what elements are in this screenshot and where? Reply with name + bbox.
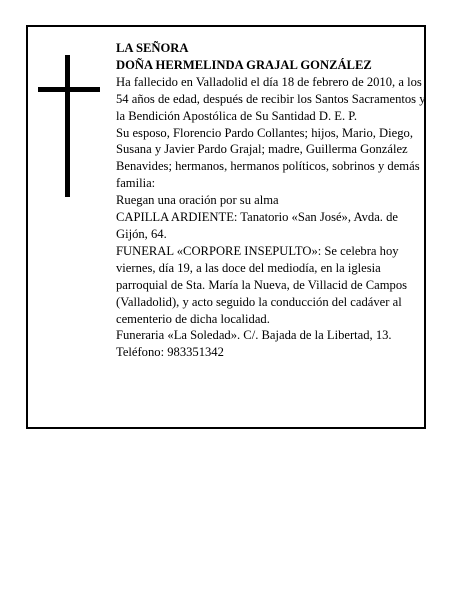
funeral-home-info: Funeraria «La Soledad». C/. Bajada de la Libertad, 13. Teléfono: 983351342 — [116, 328, 392, 360]
deceased-name: DOÑA HERMELINDA GRAJAL GONZÁLEZ — [116, 57, 372, 72]
family-list: Su esposo, Florencio Pardo Collantes; hijos, Mario, Diego, Susana y Javier Pardo Grajal; madre, Guillerma González Benavides; hermanos, hermanos políticos, sobrinos y demás familia: — [116, 125, 420, 191]
death-announcement: Ha fallecido en Valladolid el día 18 de febrero de 2010, a los 54 años de edad, después de recibir los Santos Sacramentos y la Bendición Apostólica de Su Santidad D. E. P. — [116, 74, 426, 123]
cross-horizontal-bar — [38, 87, 100, 92]
cross-vertical-bar — [65, 55, 70, 197]
funeral-info: FUNERAL «CORPORE INSEPULTO»: Se celebra hoy viernes, día 19, a las doce del mediodía, en la iglesia parroquial de Sta. María la Nueva, de Villacid de Campos (Valladolid), y acto seguido la conducción del cadáver al cementerio de dicha localidad. — [116, 243, 408, 326]
chapel-info: CAPILLA ARDIENTE: Tanatorio «San José», Avda. de Gijón, 64. — [116, 210, 398, 241]
prayer-request: Ruegan una oración por su alma — [116, 193, 279, 208]
notice-title-line-1: LA SEÑORA — [116, 41, 189, 55]
cross-icon — [38, 55, 100, 197]
notice-text — [116, 40, 426, 361]
obituary-notice — [26, 25, 426, 429]
